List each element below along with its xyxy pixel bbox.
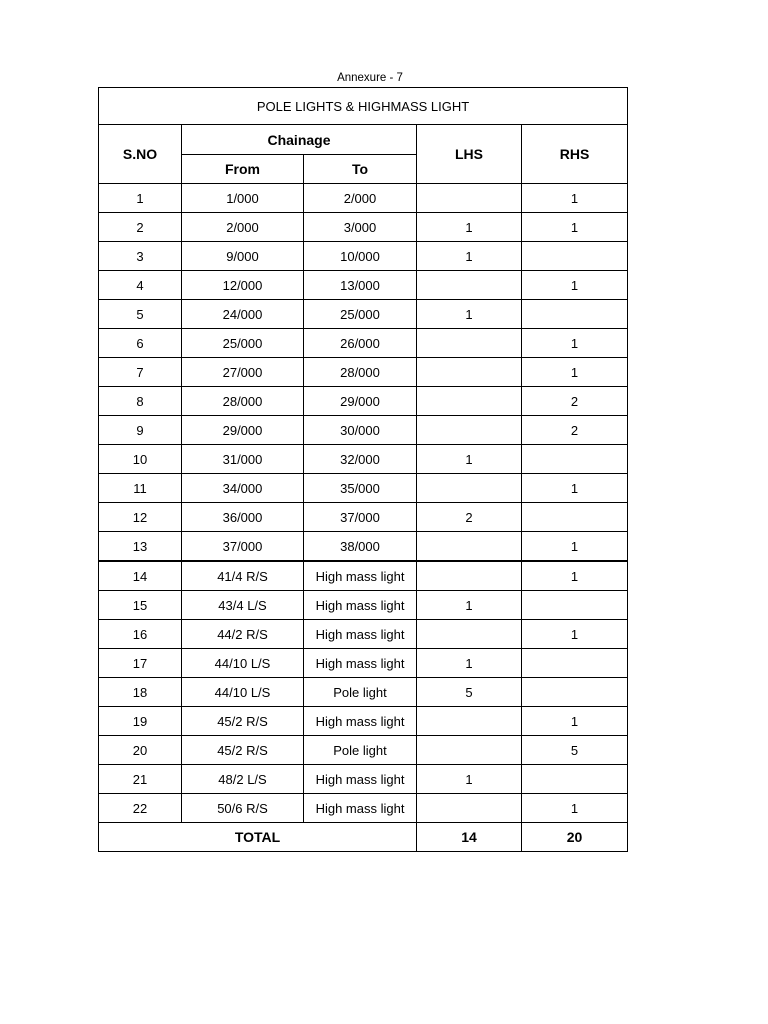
- cell-sno: 5: [99, 300, 182, 329]
- cell-sno: 22: [99, 794, 182, 823]
- total-row: [99, 823, 628, 852]
- cell-to: High mass light: [304, 561, 417, 591]
- cell-sno: 2: [99, 213, 182, 242]
- cell-lhs: [417, 387, 522, 416]
- cell-lhs: 1: [417, 591, 522, 620]
- total-label: TOTAL: [99, 823, 417, 852]
- cell-from: 44/2 R/S: [182, 620, 304, 649]
- cell-lhs: [417, 532, 522, 562]
- cell-to: 3/000: [304, 213, 417, 242]
- cell-sno: 6: [99, 329, 182, 358]
- cell-rhs: [522, 591, 628, 620]
- table-title: POLE LIGHTS & HIGHMASS LIGHT: [99, 88, 628, 125]
- cell-rhs: [522, 445, 628, 474]
- cell-from: 25/000: [182, 329, 304, 358]
- cell-rhs: 1: [522, 358, 628, 387]
- cell-from: 29/000: [182, 416, 304, 445]
- cell-sno: 19: [99, 707, 182, 736]
- cell-sno: 20: [99, 736, 182, 765]
- cell-sno: 10: [99, 445, 182, 474]
- cell-to: 38/000: [304, 532, 417, 562]
- cell-rhs: 1: [522, 561, 628, 591]
- cell-lhs: 1: [417, 242, 522, 271]
- cell-rhs: [522, 503, 628, 532]
- table-row: [99, 591, 628, 620]
- cell-lhs: [417, 474, 522, 503]
- table-row: [99, 532, 628, 562]
- cell-rhs: [522, 678, 628, 707]
- total-lhs: 14: [417, 823, 522, 852]
- total-rhs: 20: [522, 823, 628, 852]
- cell-rhs: 2: [522, 387, 628, 416]
- cell-to: High mass light: [304, 649, 417, 678]
- cell-lhs: 1: [417, 765, 522, 794]
- cell-lhs: [417, 620, 522, 649]
- table-row: [99, 620, 628, 649]
- cell-lhs: [417, 707, 522, 736]
- header-rhs: RHS: [522, 125, 628, 184]
- table-body: [99, 184, 628, 823]
- cell-sno: 11: [99, 474, 182, 503]
- cell-sno: 8: [99, 387, 182, 416]
- table-row: [99, 387, 628, 416]
- cell-to: 28/000: [304, 358, 417, 387]
- table-row: [99, 213, 628, 242]
- cell-rhs: [522, 300, 628, 329]
- cell-from: 43/4 L/S: [182, 591, 304, 620]
- cell-from: 36/000: [182, 503, 304, 532]
- cell-to: High mass light: [304, 794, 417, 823]
- table-row: [99, 649, 628, 678]
- cell-lhs: 1: [417, 649, 522, 678]
- cell-to: High mass light: [304, 591, 417, 620]
- cell-from: 24/000: [182, 300, 304, 329]
- cell-from: 44/10 L/S: [182, 678, 304, 707]
- cell-from: 48/2 L/S: [182, 765, 304, 794]
- cell-from: 45/2 R/S: [182, 736, 304, 765]
- cell-sno: 1: [99, 184, 182, 213]
- cell-rhs: 1: [522, 213, 628, 242]
- table-row: [99, 794, 628, 823]
- cell-rhs: 1: [522, 620, 628, 649]
- cell-sno: 12: [99, 503, 182, 532]
- table-row: [99, 184, 628, 213]
- cell-rhs: 1: [522, 474, 628, 503]
- table-row: [99, 329, 628, 358]
- cell-from: 45/2 R/S: [182, 707, 304, 736]
- cell-rhs: [522, 242, 628, 271]
- cell-sno: 21: [99, 765, 182, 794]
- cell-from: 37/000: [182, 532, 304, 562]
- cell-sno: 16: [99, 620, 182, 649]
- cell-lhs: [417, 271, 522, 300]
- table-row: [99, 474, 628, 503]
- header-lhs: LHS: [417, 125, 522, 184]
- cell-rhs: 1: [522, 184, 628, 213]
- table-row: [99, 765, 628, 794]
- cell-from: 34/000: [182, 474, 304, 503]
- cell-from: 12/000: [182, 271, 304, 300]
- cell-lhs: [417, 184, 522, 213]
- cell-lhs: [417, 561, 522, 591]
- table-row: [99, 678, 628, 707]
- cell-sno: 13: [99, 532, 182, 562]
- cell-to: 32/000: [304, 445, 417, 474]
- cell-from: 27/000: [182, 358, 304, 387]
- cell-to: Pole light: [304, 678, 417, 707]
- cell-lhs: [417, 736, 522, 765]
- cell-sno: 14: [99, 561, 182, 591]
- cell-rhs: 1: [522, 271, 628, 300]
- cell-sno: 7: [99, 358, 182, 387]
- table-row: [99, 416, 628, 445]
- cell-to: 13/000: [304, 271, 417, 300]
- cell-from: 31/000: [182, 445, 304, 474]
- cell-sno: 4: [99, 271, 182, 300]
- cell-to: High mass light: [304, 707, 417, 736]
- cell-to: 35/000: [304, 474, 417, 503]
- cell-from: 50/6 R/S: [182, 794, 304, 823]
- cell-to: Pole light: [304, 736, 417, 765]
- cell-sno: 17: [99, 649, 182, 678]
- cell-from: 1/000: [182, 184, 304, 213]
- cell-rhs: 2: [522, 416, 628, 445]
- table-row: [99, 242, 628, 271]
- cell-lhs: 1: [417, 300, 522, 329]
- table-row: [99, 561, 628, 591]
- cell-rhs: [522, 649, 628, 678]
- cell-to: 10/000: [304, 242, 417, 271]
- cell-from: 2/000: [182, 213, 304, 242]
- cell-lhs: [417, 416, 522, 445]
- cell-lhs: 1: [417, 213, 522, 242]
- cell-lhs: 1: [417, 445, 522, 474]
- cell-rhs: 1: [522, 794, 628, 823]
- cell-lhs: 2: [417, 503, 522, 532]
- cell-from: 41/4 R/S: [182, 561, 304, 591]
- cell-to: 37/000: [304, 503, 417, 532]
- cell-to: 26/000: [304, 329, 417, 358]
- table-row: [99, 707, 628, 736]
- cell-to: 30/000: [304, 416, 417, 445]
- cell-lhs: [417, 329, 522, 358]
- cell-to: 2/000: [304, 184, 417, 213]
- cell-to: 25/000: [304, 300, 417, 329]
- header-from: From: [182, 155, 304, 184]
- cell-rhs: [522, 765, 628, 794]
- cell-lhs: [417, 794, 522, 823]
- cell-rhs: 1: [522, 532, 628, 562]
- header-sno: S.NO: [99, 125, 182, 184]
- table-row: [99, 271, 628, 300]
- header-chainage: Chainage: [182, 125, 417, 155]
- table-row: [99, 300, 628, 329]
- cell-to: 29/000: [304, 387, 417, 416]
- cell-rhs: 1: [522, 707, 628, 736]
- table-row: [99, 358, 628, 387]
- cell-from: 28/000: [182, 387, 304, 416]
- table-row: [99, 736, 628, 765]
- cell-from: 9/000: [182, 242, 304, 271]
- cell-to: High mass light: [304, 765, 417, 794]
- header-to: To: [304, 155, 417, 184]
- pole-lights-table: [98, 87, 628, 852]
- cell-sno: 9: [99, 416, 182, 445]
- annexure-label: Annexure - 7: [337, 72, 403, 84]
- cell-sno: 18: [99, 678, 182, 707]
- cell-rhs: 1: [522, 329, 628, 358]
- table-row: [99, 445, 628, 474]
- table-row: [99, 503, 628, 532]
- cell-lhs: [417, 358, 522, 387]
- cell-lhs: 5: [417, 678, 522, 707]
- cell-to: High mass light: [304, 620, 417, 649]
- cell-sno: 3: [99, 242, 182, 271]
- cell-sno: 15: [99, 591, 182, 620]
- cell-from: 44/10 L/S: [182, 649, 304, 678]
- cell-rhs: 5: [522, 736, 628, 765]
